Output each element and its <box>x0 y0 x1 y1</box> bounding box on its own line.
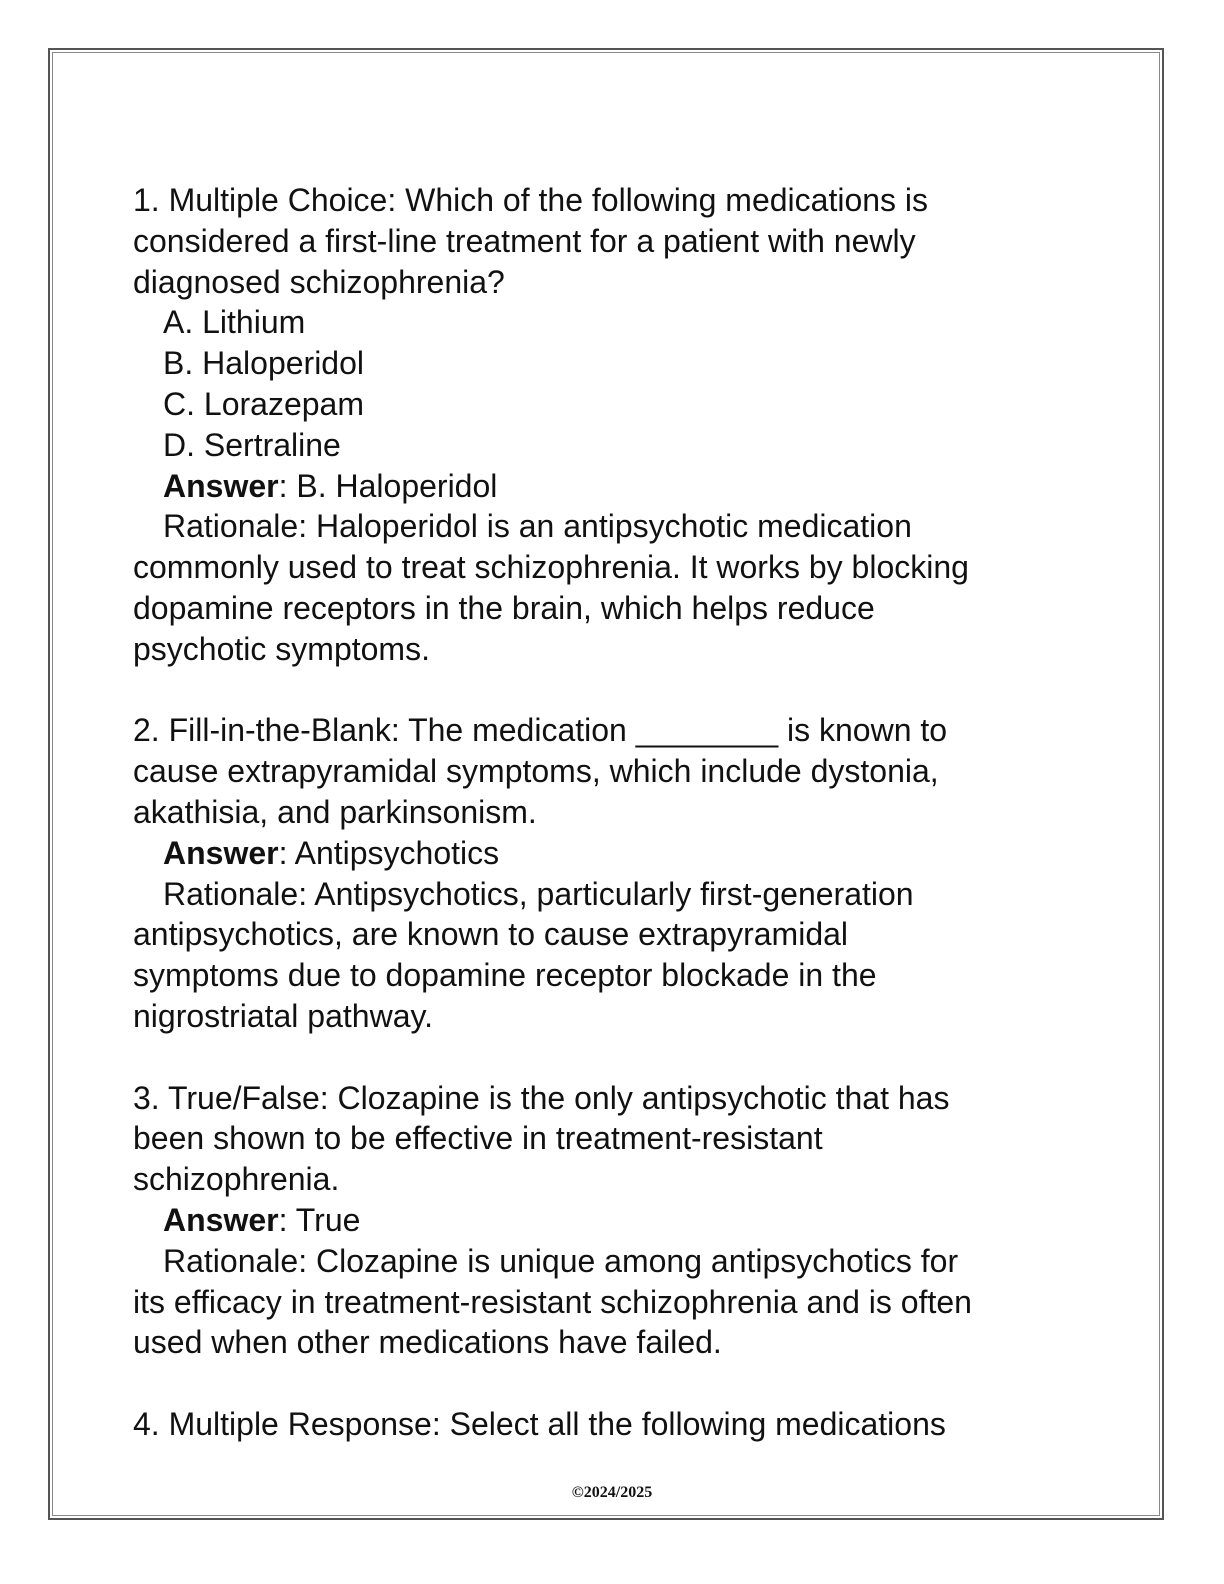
answer-label: Answer <box>163 467 279 504</box>
copyright-footer: ©2024/2025 <box>571 1484 653 1501</box>
question-2 <box>133 710 1093 1036</box>
rationale-line: Rationale: Haloperidol is an antipsychotic medication <box>163 508 912 545</box>
answer-label: Answer <box>163 834 279 871</box>
rationale-line: its efficacy in treatment-resistant schizophrenia and is often <box>133 1283 972 1320</box>
answer-option: D. Sertraline <box>163 426 341 463</box>
rationale-line: commonly used to treat schizophrenia. It works by blocking <box>133 549 969 586</box>
question-stem-line: cause extrapyramidal symptoms, which include dystonia, <box>133 753 939 790</box>
answer-line <box>133 466 1093 507</box>
answer-value: : Antipsychotics <box>278 834 500 871</box>
document-content <box>133 180 1093 1445</box>
answer-option: B. Haloperidol <box>163 345 364 382</box>
question-stem-line: diagnosed schizophrenia? <box>133 263 505 300</box>
answer-label: Answer <box>163 1201 279 1238</box>
question-stem-line: 3. True/False: Clozapine is the only antipsychotic that has <box>133 1079 950 1116</box>
rationale-line: dopamine receptors in the brain, which helps reduce <box>133 589 875 626</box>
rationale-line: Rationale: Antipsychotics, particularly first-generation <box>163 875 914 912</box>
question-stem-line: considered a first-line treatment for a patient with newly <box>133 222 916 259</box>
question-stem-line: been shown to be effective in treatment-resistant <box>133 1120 823 1157</box>
rationale-line: symptoms due to dopamine receptor blockade in the <box>133 957 877 994</box>
question-4 <box>133 1404 1093 1445</box>
question-3 <box>133 1078 1093 1364</box>
question-stem-line: 1. Multiple Choice: Which of the following medications is <box>133 182 929 218</box>
answer-option: C. Lorazepam <box>163 385 364 422</box>
question-stem-line: schizophrenia. <box>133 1161 340 1198</box>
rationale-line: used when other medications have failed. <box>133 1324 722 1361</box>
answer-option: A. Lithium <box>163 304 306 341</box>
answer-line <box>133 1200 1093 1241</box>
rationale-line: nigrostriatal pathway. <box>133 997 433 1034</box>
rationale-line: psychotic symptoms. <box>133 630 430 667</box>
answer-value: : True <box>278 1201 361 1238</box>
rationale-line: Rationale: Clozapine is unique among antipsychotics for <box>163 1242 959 1279</box>
answer-value: : B. Haloperidol <box>278 467 498 504</box>
question-1 <box>133 180 1093 670</box>
question-stem-line: 2. Fill-in-the-Blank: The medication ________ is known to <box>133 712 948 749</box>
question-stem-line: 4. Multiple Response: Select all the following medications <box>133 1405 946 1442</box>
answer-line <box>133 833 1093 874</box>
question-stem-line: akathisia, and parkinsonism. <box>133 793 537 830</box>
rationale-line: antipsychotics, are known to cause extrapyramidal <box>133 916 849 953</box>
